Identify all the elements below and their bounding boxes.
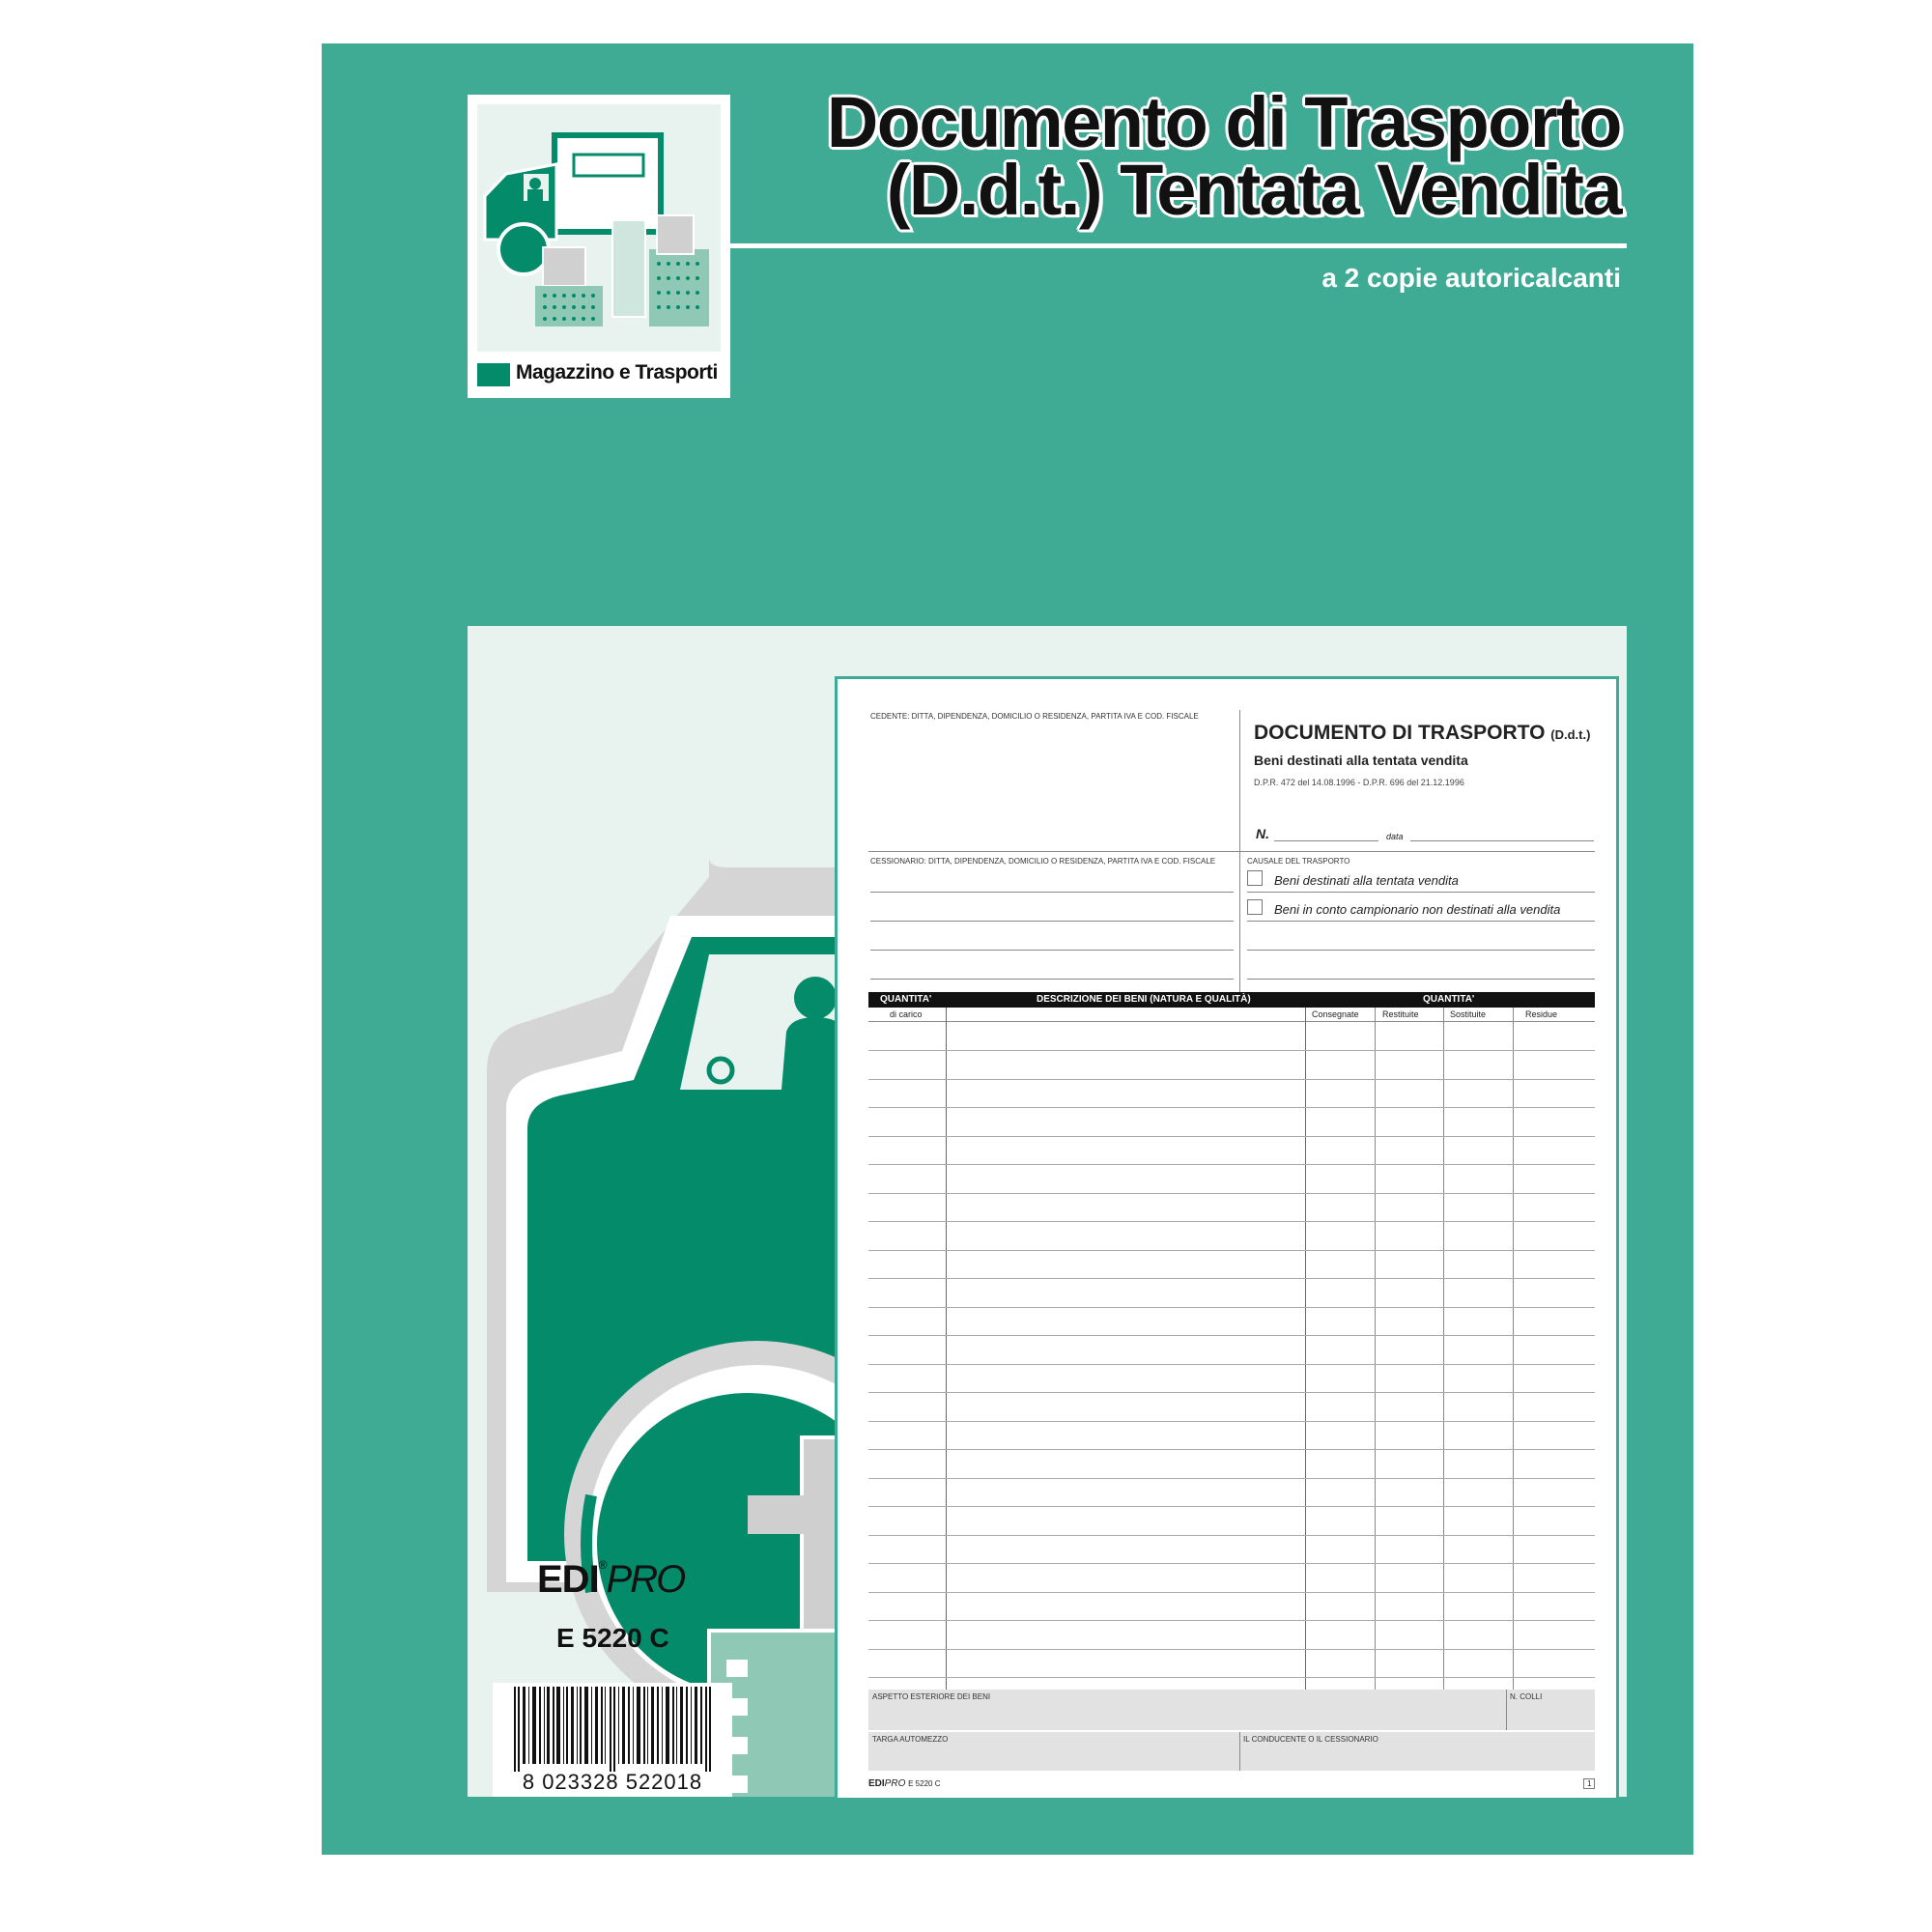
form-doc-title-suffix: (D.d.t.): [1550, 727, 1591, 742]
form-doc-subtitle: Beni destinati alla tentata vendita: [1254, 753, 1468, 768]
date-field-line: [1410, 840, 1594, 841]
colli-label: N. COLLI: [1510, 1692, 1543, 1701]
col-residue: Residue: [1525, 1009, 1558, 1019]
targa-field: [868, 1732, 1595, 1771]
causale-line-2: [1247, 921, 1595, 922]
table-row-line: [868, 1392, 1595, 1393]
colli-divider: [1506, 1690, 1507, 1730]
page-number: 1: [1583, 1778, 1595, 1789]
causale-option-1: Beni destinati alla tentata vendita: [1274, 873, 1459, 888]
table-row-line: [868, 1250, 1595, 1251]
table-row-line: [868, 1307, 1595, 1308]
header-divider: [1239, 710, 1240, 1004]
barcode-bars: [493, 1683, 732, 1772]
causale-line-1: [1247, 892, 1595, 893]
cover-title-line2: (D.d.t.) Tentata Vendita: [886, 150, 1621, 230]
table-row-line: [868, 1050, 1595, 1051]
section-divider-1: [868, 851, 1595, 852]
table-row-line: [868, 1449, 1595, 1450]
number-field-line: [1274, 840, 1378, 841]
cover-title: [826, 82, 1621, 230]
cover-subtitle: a 2 copie autoricalcanti: [1321, 263, 1621, 293]
targa-divider: [1239, 1732, 1240, 1771]
table-col-divider-3: [1443, 1008, 1444, 1690]
cessionario-label: CESSIONARIO: DITTA, DIPENDENZA, DOMICILIO O RESIDENZA, PARTITA IVA E COD. FISCALE: [870, 857, 1216, 866]
aspetto-label: ASPETTO ESTERIORE DEI BENI: [872, 1692, 991, 1701]
causale-label: CAUSALE DEL TRASPORTO: [1247, 857, 1350, 866]
footer-brand: [868, 1778, 940, 1789]
brand-registered: ®: [598, 1558, 607, 1572]
date-label: data: [1386, 832, 1404, 841]
targa-label: TARGA AUTOMEZZO: [872, 1735, 949, 1744]
table-row-line: [868, 1592, 1595, 1593]
cessionario-line-4: [870, 979, 1234, 980]
table-row-line: [868, 1506, 1595, 1507]
col-restituite: Restituite: [1382, 1009, 1419, 1019]
title-divider: [730, 243, 1627, 248]
qty2-header: QUANTITA': [1423, 994, 1475, 1005]
table-row-line: [868, 1677, 1595, 1678]
causale-checkbox-2: [1247, 899, 1263, 915]
desc-header: DESCRIZIONE DEI BENI (NATURA E QUALITÀ): [1037, 994, 1251, 1005]
number-label: N.: [1256, 826, 1269, 841]
product-code: E 5220 C: [556, 1623, 669, 1653]
table-row-line: [868, 1421, 1595, 1422]
causale-line-3: [1247, 950, 1595, 951]
table-row-line: [868, 1563, 1595, 1564]
cessionario-line-3: [870, 950, 1234, 951]
table-row-line: [868, 1107, 1595, 1108]
table-col-divider-4: [1513, 1008, 1514, 1690]
qty-header: QUANTITA': [880, 994, 932, 1005]
causale-option-2: Beni in conto campionario non destinati alla vendita: [1274, 902, 1561, 917]
truck-illustration-small: [477, 104, 721, 352]
table-row-line: [868, 1364, 1595, 1365]
col-sostituite: Sostituite: [1450, 1009, 1487, 1019]
footer-code: E 5220 C: [908, 1779, 941, 1788]
table-row-line: [868, 1335, 1595, 1336]
table-row-line: [868, 1164, 1595, 1165]
brand-logo: [537, 1558, 684, 1602]
footer-brand-edi: EDI: [868, 1778, 885, 1789]
table-col-divider-qty: [946, 1008, 947, 1690]
cedente-label: CEDENTE: DITTA, DIPENDENZA, DOMICILIO O RESIDENZA, PARTITA IVA E COD. FISCALE: [870, 712, 1199, 721]
footer-brand-pro: PRO: [884, 1778, 906, 1789]
form-doc-ref: D.P.R. 472 del 14.08.1996 - D.P.R. 696 del 21.12.1996: [1254, 778, 1464, 787]
table-col-divider-desc: [1305, 1008, 1306, 1690]
table-row-line: [868, 1079, 1595, 1080]
barcode-number: 8 023328 522018: [522, 1770, 703, 1794]
form-doc-title-main: DOCUMENTO DI TRASPORTO: [1254, 722, 1546, 744]
form-doc-title: [1254, 722, 1590, 745]
table-row-line: [868, 1649, 1595, 1650]
cessionario-line-1: [870, 892, 1234, 893]
category-logo: [468, 95, 730, 398]
form-preview: [835, 676, 1619, 1801]
table-row-line: [868, 1278, 1595, 1279]
category-label: Magazzino e Trasporti: [516, 361, 718, 384]
table-row-line: [868, 1136, 1595, 1137]
brand-edi: EDI: [537, 1558, 599, 1601]
cover-title-line1: Documento di Trasporto: [826, 82, 1621, 162]
cessionario-line-2: [870, 921, 1234, 922]
brand-pro: PRO: [606, 1558, 685, 1601]
table-col-divider-2: [1375, 1008, 1376, 1690]
table-row-line: [868, 1620, 1595, 1621]
table-row-line: [868, 1478, 1595, 1479]
table-row-line: [868, 1193, 1595, 1194]
conducente-label: IL CONDUCENTE O IL CESSIONARIO: [1243, 1735, 1378, 1744]
category-color-swatch: [477, 363, 510, 386]
causale-line-4: [1247, 979, 1595, 980]
table-header-rule: [868, 1021, 1595, 1022]
col-consegnate: Consegnate: [1312, 1009, 1359, 1019]
barcode: [493, 1683, 732, 1797]
table-row-line: [868, 1535, 1595, 1536]
causale-checkbox-1: [1247, 870, 1263, 886]
table-row-line: [868, 1221, 1595, 1222]
qty-sub-label: di carico: [890, 1009, 923, 1019]
